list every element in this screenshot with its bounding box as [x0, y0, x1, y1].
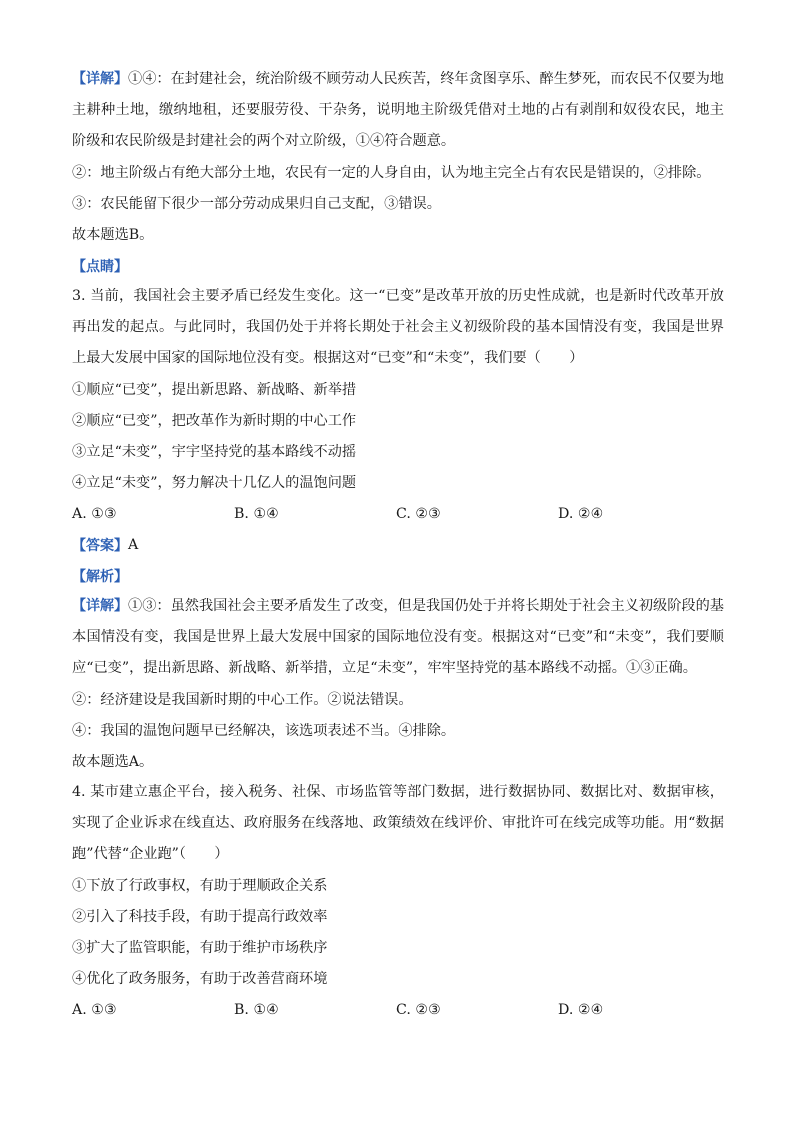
tip-heading: 【点睛】: [72, 258, 128, 275]
question-4-item: ③扩大了监管职能，有助于维护市场秩序: [72, 939, 328, 956]
option-b: B. ①④: [234, 1001, 279, 1018]
question-4-item: ④优化了政务服务，有助于改善营商环境: [72, 970, 328, 987]
option-d: D. ②④: [558, 505, 604, 522]
detail-point-3: ③：农民能留下很少一部分劳动成果归自己支配，③错误。: [72, 195, 441, 212]
question-3-item: ②顺应“已变”，把改革作为新时期的中心工作: [72, 412, 357, 429]
question-3-answer: [72, 529, 724, 560]
question-4-options: [72, 994, 724, 1025]
question-3-conclusion: 故本题选A。: [72, 753, 154, 770]
detail-tag: 【详解】: [72, 71, 129, 87]
detail-text: ①④：在封建社会，统治阶级不顾劳动人民疾苦，终年贪图享乐、醉生梦死，而农民不仅要为地主耕种土地，缴纳地租，还要服劳役、干杂务，说明地主阶级凭借对土地的占有剥削和奴役农民，地主阶级和农民阶级是封建社会的两个对立阶级，①④符合题意。: [72, 71, 724, 149]
option-d: D. ②④: [558, 1001, 604, 1018]
question-3-detail: 【详解】①③：虽然我国社会主要矛盾发生了改变，但是我国仍处于并将长期处于社会主义初级阶段的基本国情没有变，我国是世界上最大发展中国家的国际地位没有变。根据这对“已变”和“未变”，我们要顺应“已变”，提出新思路、新战略、新举措，立足“未变”，牢牢坚持党的基本路线不动摇。①③正确。: [72, 598, 724, 676]
question-3-options: [72, 498, 724, 529]
question-3-item: ③立足“未变”，宇宇坚持党的基本路线不动摇: [72, 443, 357, 460]
option-c: C. ②③: [396, 505, 441, 522]
question-3-analysis-heading: 【解析】: [72, 568, 128, 585]
question-3-point-2: ②：经济建设是我国新时期的中心工作。②说法错误。: [72, 691, 413, 708]
detail-conclusion: 故本题选B。: [72, 226, 154, 243]
detail-point-2: ②：地主阶级占有绝大部分土地，农民有一定的人身自由，认为地主完全占有农民是错误的，②排除。: [72, 164, 711, 181]
option-a: A. ①③: [72, 1001, 117, 1018]
option-b: B. ①④: [234, 505, 279, 522]
question-4-stem: 4. 某市建立惠企平台，接入税务、社保、市场监管等部门数据，进行数据协同、数据比对、数据审核，实现了企业诉求在线直达、政府服务在线落地、政策绩效在线评价、审批许可在线完成等功能。用“数据跑”代替“企业跑”（ ）: [72, 784, 724, 862]
question-3-point-4: ④：我国的温饱问题早已经解决，该选项表述不当。④排除。: [72, 722, 456, 739]
question-4-item: ①下放了行政事权，有助于理顺政企关系: [72, 877, 328, 894]
option-a: A. ①③: [72, 505, 117, 522]
question-4-item: ②引入了科技手段，有助于提高行政效率: [72, 908, 328, 925]
answer-tag: 【答案】: [72, 537, 128, 554]
option-c: C. ②③: [396, 1001, 441, 1018]
question-3-item: ①顺应“已变”，提出新思路、新战略、新举措: [72, 381, 357, 398]
question-3-item: ④立足“未变”，努力解决十几亿人的温饱问题: [72, 474, 357, 491]
document-page: [72, 64, 724, 1025]
detail-paragraph: [72, 64, 724, 157]
answer-value: A: [128, 536, 139, 553]
question-3-stem: 3. 当前，我国社会主要矛盾已经发生变化。这一“已变”是改革开放的历史性成就，也是新时代改革开放再出发的起点。与此同时，我国仍处于并将长期处于社会主义初级阶段的基本国情没有变，我国是世界上最大发展中国家的国际地位没有变。根据这对“已变”和“未变”，我们要（ ）: [72, 288, 724, 366]
